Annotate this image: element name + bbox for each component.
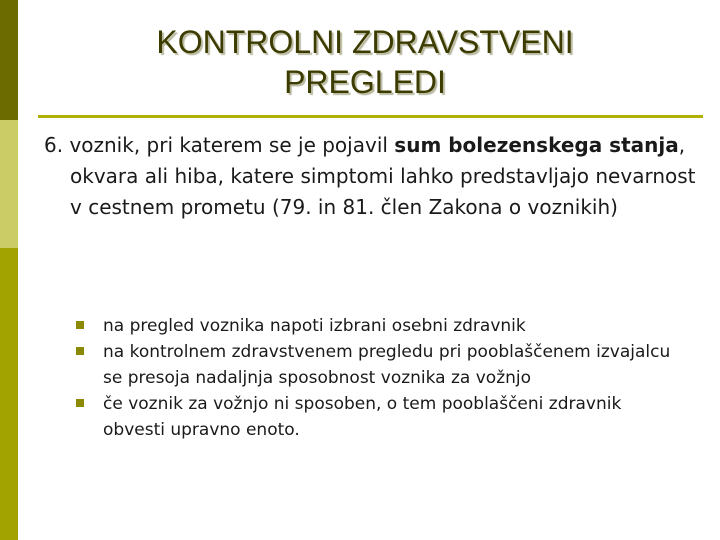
list-item <box>76 391 686 443</box>
slide-title-line-1: KONTROLNI ZDRAVSTVENI <box>156 24 574 60</box>
main-point-bold: sum bolezenskega stanja <box>394 133 679 157</box>
main-point-prefix: 6. voznik, pri katerem se je pojavil <box>44 133 395 157</box>
main-point-suffix: , okvara ali hiba, katere simptomi lahko predstavljajo nevarnost v cestnem prometu (79. in 81. člen Zakona o voznikih) <box>70 133 696 219</box>
square-bullet-icon <box>76 321 84 329</box>
slide-title <box>40 22 690 102</box>
title-divider <box>38 115 703 118</box>
list-item <box>76 339 686 391</box>
list-item <box>76 313 686 339</box>
main-point-text <box>44 130 710 223</box>
bullet-text: če voznik za vožnjo ni sposoben, o tem pooblaščeni zdravnik obvesti upravno enoto. <box>103 394 622 440</box>
left-accent-band-bottom <box>0 248 18 540</box>
left-accent-band-middle <box>0 120 18 248</box>
slide-title-line-2: PREGLEDI <box>284 64 446 100</box>
bullet-text: na kontrolnem zdravstvenem pregledu pri pooblaščenem izvajalcu se presoja nadaljnja sposobnost voznika za vožnjo <box>103 342 671 388</box>
sub-bullet-list <box>76 313 686 443</box>
square-bullet-icon <box>76 347 84 355</box>
left-accent-band-top <box>0 0 18 120</box>
bullet-text: na pregled voznika napoti izbrani osebni zdravnik <box>103 316 526 336</box>
square-bullet-icon <box>76 399 84 407</box>
